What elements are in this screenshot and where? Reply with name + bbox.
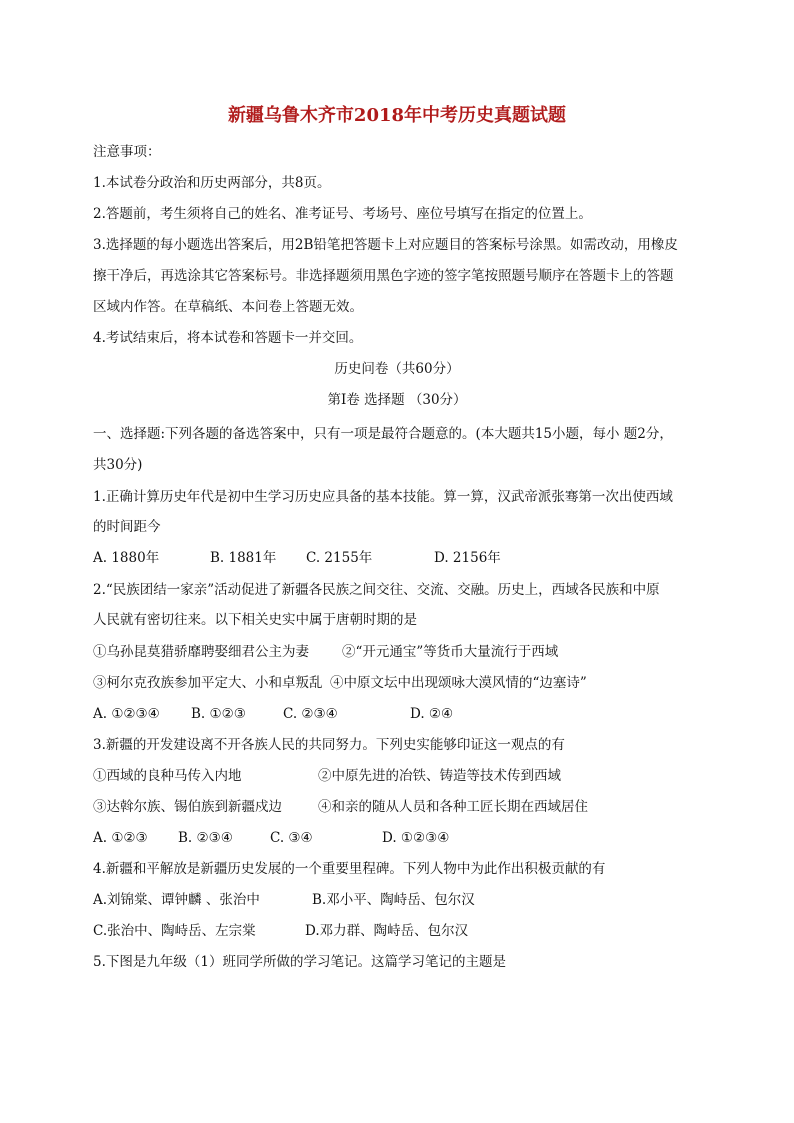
question-3-statement-1: ①西域的良种马传入内地 <box>93 768 242 784</box>
question-3-option-c: C. ③④ <box>270 830 313 846</box>
question-2-option-b: B. ①②③ <box>191 706 246 722</box>
question-3-option-a: A. ①②③ <box>93 830 148 846</box>
page-title: 新疆乌鲁木齐市2018年中考历史真题试题 <box>227 105 567 126</box>
question-2-stem-continued: 人民就有密切往来。以下相关史实中属于唐朝时期的是 <box>93 612 417 628</box>
section-instruction-continued: 共30分) <box>93 457 143 473</box>
question-2-statement-2: ②“开元通宝”等货币大量流行于西域 <box>342 644 559 660</box>
question-2-statement-4: ④中原文坛中出现颂咏大漠风情的“边塞诗” <box>330 675 587 691</box>
question-3-option-d: D. ①②③④ <box>382 830 450 846</box>
question-2-stem: 2.“民族团结一家亲”活动促进了新疆各民族之间交往、交流、交融。历史上，西域各民族和中原 <box>93 582 660 598</box>
question-2-statement-1: ①乌孙昆莫猎骄靡聘娶细君公主为妻 <box>93 644 309 660</box>
question-4-option-c: C.张治中、陶峙岳、左宗棠 <box>93 923 256 939</box>
question-4-stem: 4.新疆和平解放是新疆历史发展的一个重要里程碑。下列人物中为此作出积极贡献的有 <box>93 861 606 877</box>
question-1-option-d: D. 2156年 <box>434 550 501 566</box>
notice-item: 3.选择题的每小题选出答案后，用2B铅笔把答题卡上对应题目的答案标号涂黑。如需改动，用橡皮 <box>93 237 678 253</box>
question-1-stem-continued: 的时间距今 <box>93 519 161 535</box>
section-title: 历史问卷（共60分） <box>334 361 460 377</box>
question-2-statement-3: ③柯尔克孜族参加平定大、小和卓叛乱 <box>93 675 323 691</box>
question-3-statement-3: ③达斡尔族、锡伯族到新疆戍边 <box>93 799 282 815</box>
question-3-stem: 3.新疆的开发建设离不开各族人民的共同努力。下列史实能够印证这一观点的有 <box>93 737 565 753</box>
question-2-option-d: D. ②④ <box>410 706 454 722</box>
question-3-statement-2: ②中原先进的冶铁、铸造等技术传到西域 <box>318 768 561 784</box>
question-2-option-c: C. ②③④ <box>283 706 338 722</box>
question-3-statement-4: ④和亲的随从人员和各种工匠长期在西域居住 <box>318 799 588 815</box>
question-5-stem: 5.下图是九年级（1）班同学所做的学习笔记。这篇学习笔记的主题是 <box>93 954 506 970</box>
notice-item: 2.答题前，考生须将自己的姓名、准考证号、考场号、座位号填写在指定的位置上。 <box>93 206 592 222</box>
question-1-option-a: A. 1880年 <box>93 550 160 566</box>
question-1-option-b: B. 1881年 <box>210 550 277 566</box>
notice-item-continued: 区域内作答。在草稿纸、本问卷上答题无效。 <box>93 299 363 315</box>
question-4-option-d: D.邓力群、陶峙岳、包尔汉 <box>305 923 469 939</box>
question-4-option-a: A.刘锦棠、谭钟麟 、张治中 <box>93 892 260 908</box>
question-4-option-b: B.邓小平、陶峙岳、包尔汉 <box>312 892 475 908</box>
notice-item: 1.本试卷分政治和历史两部分，共8页。 <box>93 175 331 191</box>
notice-heading: 注意事项： <box>93 144 161 160</box>
question-1-option-c: C. 2155年 <box>306 550 373 566</box>
notice-item: 4.考试结束后，将本试卷和答题卡一并交回。 <box>93 330 363 346</box>
question-3-option-b: B. ②③④ <box>178 830 233 846</box>
question-2-option-a: A. ①②③④ <box>93 706 160 722</box>
notice-item-continued: 擦干净后，再选涂其它答案标号。非选择题须用黑色字迹的签字笔按照题号顺序在答题卡上的答题 <box>93 268 674 284</box>
section-instruction: 一、选择题:下列各题的备选答案中，只有一项是最符合题意的。(本大题共15小题，每小 题2分， <box>93 426 673 442</box>
part-title: 第Ⅰ卷 选择题 （30分） <box>327 392 467 408</box>
question-1-stem: 1.正确计算历史年代是初中生学习历史应具备的基本技能。算一算，汉武帝派张骞第一次出使西域 <box>93 489 673 505</box>
